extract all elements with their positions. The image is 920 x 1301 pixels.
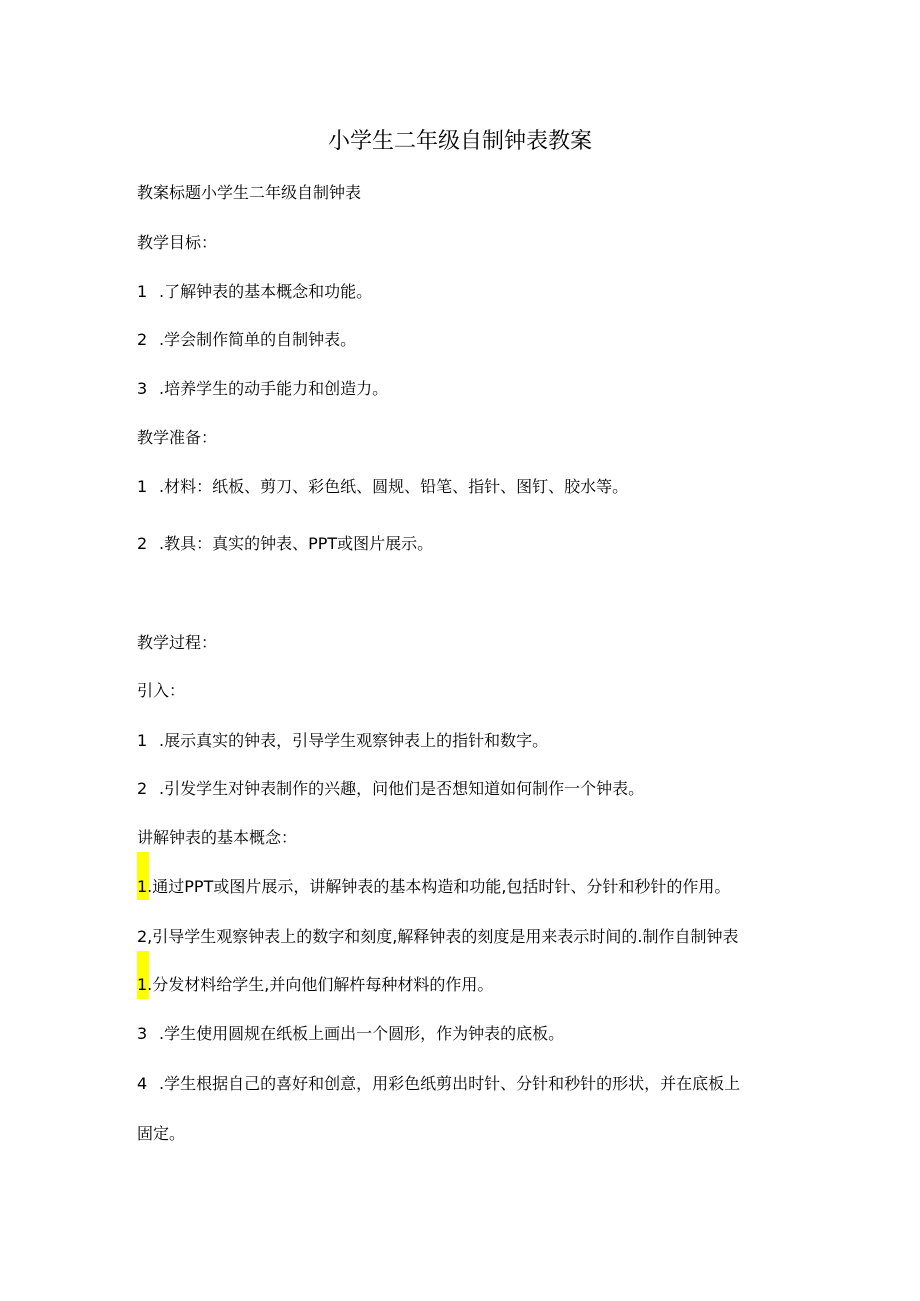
goal-item-3 [137, 378, 388, 400]
goal-number: 2 [137, 330, 148, 349]
concept-item-1 [137, 876, 730, 898]
goal-number: 3 [137, 379, 148, 398]
concept-item-2: 2,引导学生观察钟表上的数字和刻度,解释钟表的刻度是用来表示时间的.制作自制钟表 [137, 927, 739, 946]
intro-item-1 [137, 730, 548, 752]
prep-number: 1 [137, 477, 148, 496]
concept-text: 1.通过PPT或图片展示，讲解钟表的基本构造和功能,包括时针、分针和秒针的作用。 [137, 877, 731, 896]
intro-number: 1 [137, 731, 148, 750]
intro-heading: 引入： [137, 681, 186, 700]
goal-text: .了解钟表的基本概念和功能。 [159, 282, 373, 301]
make-number: 3 [137, 1024, 148, 1043]
concept-heading: 讲解钟表的基本概念： [137, 828, 298, 847]
process-heading: 教学过程： [137, 633, 218, 652]
make-number: 4 [137, 1074, 148, 1093]
prep-item-1 [137, 476, 628, 498]
goal-number: 1 [137, 282, 148, 301]
goal-item-2 [137, 329, 356, 351]
lesson-title: 教案标题小学生二年级自制钟表 [137, 183, 362, 202]
make-item-1 [137, 974, 493, 996]
make-item-3 [137, 1023, 564, 1045]
prep-item-2 [137, 533, 433, 555]
prep-text: .材料：纸板、剪刀、彩色纸、圆规、铅笔、指针、图钉、胶水等。 [159, 477, 629, 496]
make-item-4 [137, 1073, 740, 1095]
goal-text: .培养学生的动手能力和创造力。 [159, 379, 389, 398]
prep-text: .教具：真实的钟表、PPT或图片展示。 [159, 534, 434, 553]
goal-item-1 [137, 281, 372, 303]
intro-number: 2 [137, 779, 148, 798]
make-text: .学生使用圆规在纸板上画出一个圆形，作为钟表的底板。 [159, 1024, 565, 1043]
document-title: 小学生二年级自制钟表教案 [327, 129, 592, 154]
intro-text: .展示真实的钟表，引导学生观察钟表上的指针和数字。 [159, 731, 549, 750]
make-item-4-continued: 固定。 [137, 1124, 186, 1143]
intro-text: .引发学生对钟表制作的兴趣，问他们是否想知道如何制作一个钟表。 [159, 779, 645, 798]
prep-number: 2 [137, 534, 148, 553]
prep-heading: 教学准备： [137, 428, 218, 447]
goal-text: .学会制作简单的自制钟表。 [159, 330, 357, 349]
goals-heading: 教学目标： [137, 233, 218, 252]
make-text: 1.分发材料给学生,并向他们解杵每种材料的作用。 [137, 975, 494, 994]
make-text: .学生根据自己的喜好和创意，用彩色纸剪出时针、分针和秒针的形状，并在底板上 [159, 1074, 741, 1093]
intro-item-2 [137, 778, 644, 800]
